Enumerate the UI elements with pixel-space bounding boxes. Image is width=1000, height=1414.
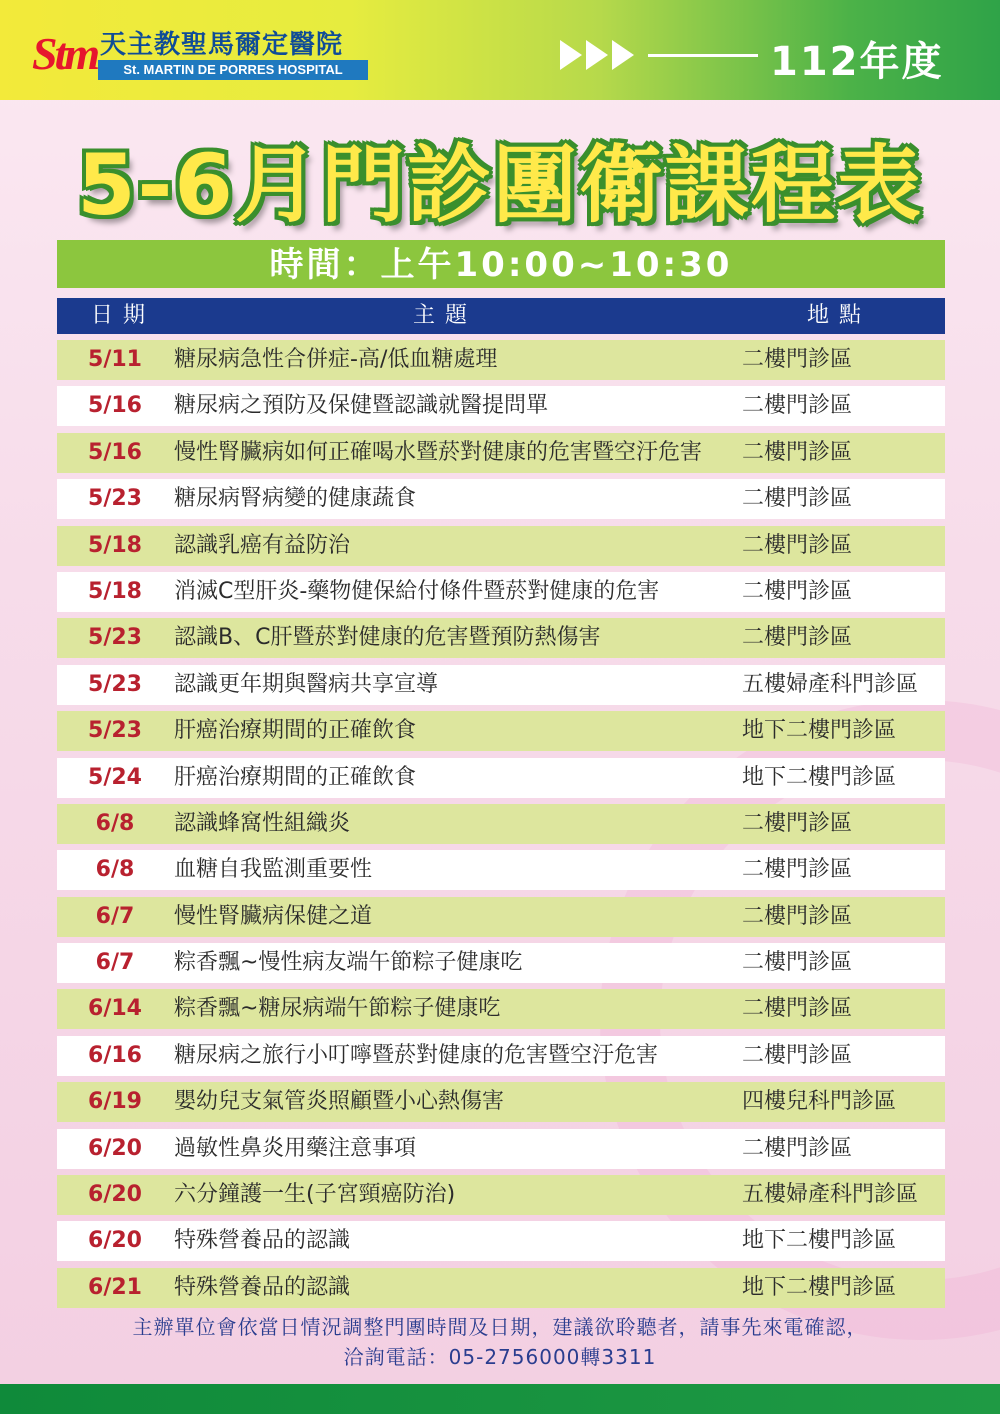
table-header	[57, 298, 945, 334]
table-row	[57, 526, 945, 566]
row-date: 6/14	[88, 996, 142, 1022]
table-row	[57, 989, 945, 1029]
row-topic: 過敏性鼻炎用藥注意事項	[174, 1135, 417, 1161]
hospital-name-chinese: 天主教聖馬爾定醫院	[100, 30, 344, 60]
row-date: 5/23	[88, 625, 142, 651]
row-topic: 特殊營養品的認識	[174, 1228, 351, 1254]
row-location: 二樓門診區	[742, 1135, 853, 1161]
row-location: 二樓門診區	[742, 857, 853, 883]
row-location: 地下二樓門診區	[742, 764, 897, 790]
header-banner	[0, 0, 1000, 100]
row-topic: 認識B、C肝暨菸對健康的危害暨預防熱傷害	[174, 625, 601, 651]
divider-line	[648, 54, 758, 57]
table-row	[57, 804, 945, 844]
schedule-table	[57, 340, 945, 1314]
row-date: 5/16	[88, 439, 142, 465]
row-date: 6/20	[88, 1135, 142, 1161]
row-topic: 六分鐘護一生(子宮頸癌防治)	[174, 1182, 456, 1208]
table-row	[57, 572, 945, 612]
row-date: 6/8	[95, 857, 135, 883]
footer-bar	[0, 1384, 1000, 1414]
row-location: 二樓門診區	[742, 903, 853, 929]
row-date: 5/23	[88, 718, 142, 744]
header-date: 日期	[91, 303, 156, 328]
row-topic: 認識乳癌有益防治	[174, 532, 351, 558]
row-date: 6/20	[88, 1228, 142, 1254]
table-row	[57, 758, 945, 798]
row-date: 6/19	[88, 1089, 142, 1115]
row-date: 5/23	[88, 486, 142, 512]
footer-note	[0, 1312, 1000, 1372]
table-row	[57, 340, 945, 380]
table-row	[57, 711, 945, 751]
row-topic: 認識更年期與醫病共享宣導	[174, 671, 439, 697]
row-topic: 嬰幼兒支氣管炎照顧暨小心熱傷害	[174, 1089, 505, 1115]
table-row	[57, 665, 945, 705]
table-row	[57, 897, 945, 937]
table-row	[57, 1268, 945, 1308]
row-date: 6/7	[95, 903, 135, 929]
row-date: 5/18	[88, 578, 142, 604]
hospital-logo-mark: Stm	[32, 28, 98, 79]
row-location: 四樓兒科門診區	[742, 1089, 897, 1115]
row-location: 二樓門診區	[742, 439, 853, 465]
row-location: 二樓門診區	[742, 1042, 853, 1068]
table-row	[57, 850, 945, 890]
table-row	[57, 1036, 945, 1076]
row-topic: 糖尿病急性合併症-高/低血糖處理	[174, 347, 498, 372]
row-location: 二樓門診區	[742, 996, 853, 1022]
page-title: 5-6月門診團衛課程表	[77, 136, 923, 234]
table-row	[57, 433, 945, 473]
time-banner: 時間：上午10:00~10:30	[57, 240, 945, 288]
table-row	[57, 618, 945, 658]
row-date: 5/24	[88, 764, 142, 790]
contact-phone: 洽詢電話：05-2756000轉3311	[343, 1345, 657, 1369]
arrow-decoration	[560, 38, 758, 72]
table-row	[57, 479, 945, 519]
table-row	[57, 1221, 945, 1261]
row-topic: 糖尿病之旅行小叮嚀暨菸對健康的危害暨空汙危害	[174, 1042, 659, 1068]
row-location: 二樓門診區	[742, 950, 853, 976]
row-location: 地下二樓門診區	[742, 718, 897, 744]
row-topic: 認識蜂窩性組織炎	[174, 810, 351, 836]
year-label: 112年度	[770, 39, 944, 85]
table-row	[57, 943, 945, 983]
row-topic: 慢性腎臟病保健之道	[174, 903, 373, 929]
row-date: 6/20	[88, 1182, 142, 1208]
row-topic: 肝癌治療期間的正確飲食	[174, 764, 417, 790]
row-topic: 粽香飄~糖尿病端午節粽子健康吃	[174, 996, 501, 1022]
row-location: 五樓婦產科門診區	[742, 1182, 919, 1208]
row-location: 二樓門診區	[742, 625, 853, 651]
arrow-right-icon	[612, 40, 634, 70]
hospital-name-english: St. MARTIN DE PORRES HOSPITAL	[98, 60, 368, 80]
row-location: 二樓門診區	[742, 532, 853, 558]
row-date: 5/16	[88, 393, 142, 419]
note-line-1: 主辦單位會依當日情況調整門團時間及日期，建議欲聆聽者，請事先來電確認，	[132, 1315, 868, 1339]
table-row	[57, 386, 945, 426]
row-date: 6/7	[95, 950, 135, 976]
row-topic: 糖尿病腎病變的健康蔬食	[174, 486, 417, 512]
row-topic: 糖尿病之預防及保健暨認識就醫提問單	[174, 393, 549, 419]
arrow-right-icon	[586, 40, 608, 70]
arrow-right-icon	[560, 40, 582, 70]
row-location: 二樓門診區	[742, 393, 853, 419]
row-date: 6/21	[88, 1274, 142, 1300]
row-location: 二樓門診區	[742, 486, 853, 512]
row-topic: 慢性腎臟病如何正確喝水暨菸對健康的危害暨空汙危害	[174, 439, 703, 465]
table-row	[57, 1129, 945, 1169]
row-date: 5/11	[88, 347, 142, 372]
row-location: 五樓婦產科門診區	[742, 671, 919, 697]
row-date: 6/16	[88, 1042, 142, 1068]
header-topic: 主題	[413, 303, 478, 328]
row-topic: 粽香飄~慢性病友端午節粽子健康吃	[174, 950, 523, 976]
row-date: 6/8	[95, 810, 135, 836]
row-topic: 特殊營養品的認識	[174, 1274, 351, 1300]
header-location: 地點	[807, 303, 872, 328]
table-row	[57, 1082, 945, 1122]
row-topic: 消滅C型肝炎-藥物健保給付條件暨菸對健康的危害	[174, 578, 660, 604]
row-location: 地下二樓門診區	[742, 1274, 897, 1300]
row-location: 二樓門診區	[742, 347, 853, 372]
row-topic: 肝癌治療期間的正確飲食	[174, 718, 417, 744]
row-date: 5/23	[88, 671, 142, 697]
row-location: 二樓門診區	[742, 810, 853, 836]
table-row	[57, 1175, 945, 1215]
row-location: 二樓門診區	[742, 578, 853, 604]
row-topic: 血糖自我監測重要性	[174, 857, 373, 883]
row-location: 地下二樓門診區	[742, 1228, 897, 1254]
row-date: 5/18	[88, 532, 142, 558]
